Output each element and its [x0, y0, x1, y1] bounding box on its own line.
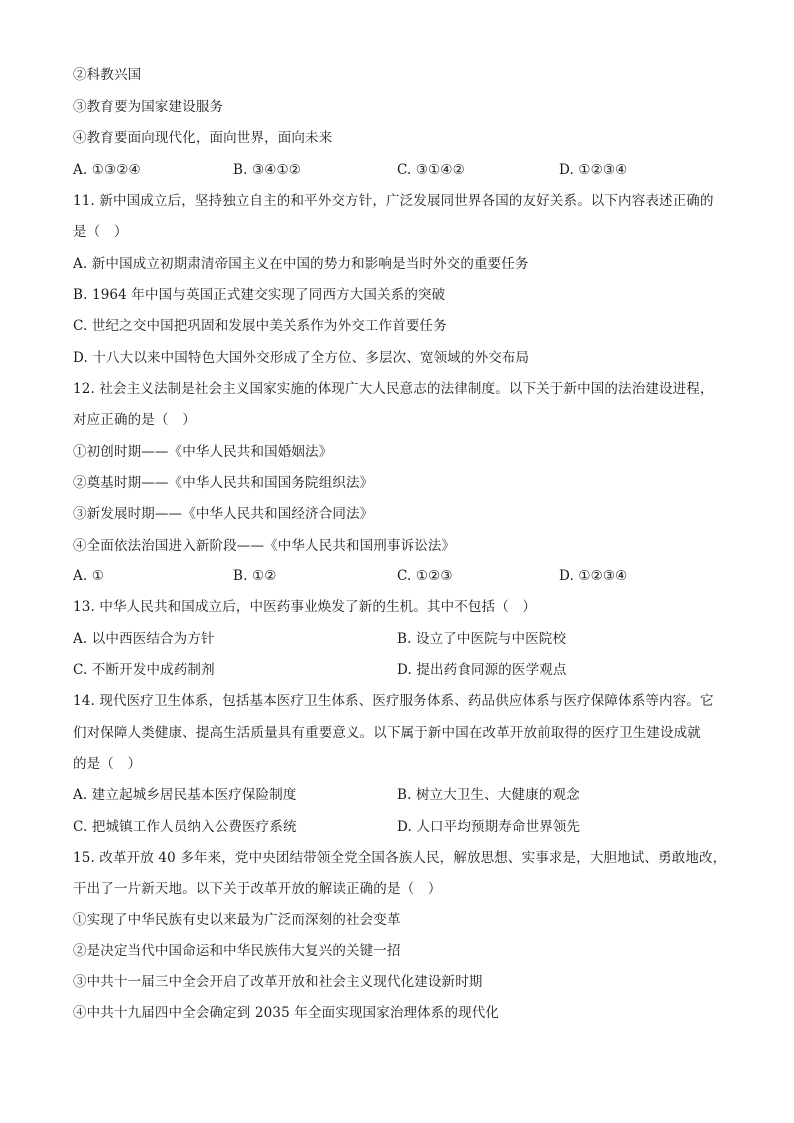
q15-item-2: ②是决定当代中国命运和中华民族伟大复兴的关键一招	[73, 943, 401, 959]
q11-option-b: B. 1964 年中国与英国正式建交实现了同西方大国关系的突破	[73, 287, 446, 303]
q13-option-b: B. 设立了中医院与中医院校	[397, 631, 567, 647]
q14-option-a: A. 建立起城乡居民基本医疗保险制度	[73, 787, 297, 803]
q10-option-d: D. ①②③④	[559, 162, 628, 178]
q10-option-a: A. ①③②④	[73, 162, 141, 178]
q13-option-a: A. 以中西医结合为方针	[73, 631, 215, 647]
q12-item-2: ②奠基时期——《中华人民共和国国务院组织法》	[73, 475, 374, 491]
q11-option-d: D. 十八大以来中国特色大国外交形成了全方位、多层次、宽领域的外交布局	[73, 350, 530, 366]
list-item: ③教育要为国家建设服务	[73, 99, 224, 115]
q14-option-b: B. 树立大卫生、大健康的观念	[397, 787, 580, 803]
q14-option-c: C. 把城镇工作人员纳入公费医疗系统	[73, 819, 297, 835]
q15-item-4: ④中共十九届四中全会确定到 2035 年全面实现国家治理体系的现代化	[73, 1005, 500, 1021]
q12-option-a: A. ①	[73, 568, 105, 584]
q13-option-c: C. 不断开发中成药制剂	[73, 662, 215, 678]
q11-option-c: C. 世纪之交中国把巩固和发展中美关系作为外交工作首要任务	[73, 318, 447, 334]
q12-option-c: C. ①②③	[397, 568, 453, 584]
q11-stem-line2: 是（ ）	[73, 224, 128, 240]
q14-stem-line3: 的是（ ）	[73, 756, 142, 772]
q10-option-b: B. ③④①②	[233, 162, 301, 178]
q12-option-b: B. ①②	[233, 568, 277, 584]
q14-stem-line1: 14. 现代医疗卫生体系，包括基本医疗卫生体系、医疗服务体系、药品供应体系与医疗保障体系等内容。它	[73, 693, 714, 709]
q15-stem-line2: 干出了一片新天地。以下关于改革开放的解读正确的是（ ）	[73, 881, 442, 897]
q14-stem-line2: 们对保障人类健康、提高生活质量具有重要意义。以下属于新中国在改革开放前取得的医疗卫生建设成就	[73, 725, 701, 741]
list-item: ④教育要面向现代化，面向世界，面向未来	[73, 130, 333, 146]
q11-option-a: A. 新中国成立初期肃清帝国主义在中国的势力和影响是当时外交的重要任务	[73, 256, 529, 272]
q13-option-d: D. 提出药食同源的医学观点	[397, 662, 567, 678]
q10-option-c: C. ③①④②	[397, 162, 465, 178]
q15-item-3: ③中共十一届三中全会开启了改革开放和社会主义现代化建设新时期	[73, 974, 483, 990]
q12-stem-line2: 对应正确的是（ ）	[73, 412, 196, 428]
q12-item-4: ④全面依法治国进入新阶段——《中华人民共和国刑事诉讼法》	[73, 538, 456, 554]
q12-item-3: ③新发展时期——《中华人民共和国经济合同法》	[73, 506, 374, 522]
q14-option-d: D. 人口平均预期寿命世界领先	[397, 819, 581, 835]
q12-stem-line1: 12. 社会主义法制是社会主义国家实施的体现广大人民意志的法律制度。以下关于新中国的法治建设进程，	[73, 381, 714, 397]
q12-item-1: ①初创时期——《中华人民共和国婚姻法》	[73, 444, 333, 460]
q15-item-1: ①实现了中华民族有史以来最为广泛而深刻的社会变革	[73, 912, 401, 928]
q11-stem-line1: 11. 新中国成立后，坚持独立自主的和平外交方针，广泛发展同世界各国的友好关系。以下内容表述正确的	[73, 193, 714, 209]
q15-stem-line1: 15. 改革开放 40 多年来，党中央团结带领全党全国各族人民，解放思想、实事求是，大胆地试、勇敢地改，	[73, 850, 727, 866]
q12-option-d: D. ①②③④	[559, 568, 628, 584]
q13-stem: 13. 中华人民共和国成立后，中医药事业焕发了新的生机。其中不包括（ ）	[73, 599, 537, 615]
list-item: ②科教兴国	[73, 67, 142, 83]
